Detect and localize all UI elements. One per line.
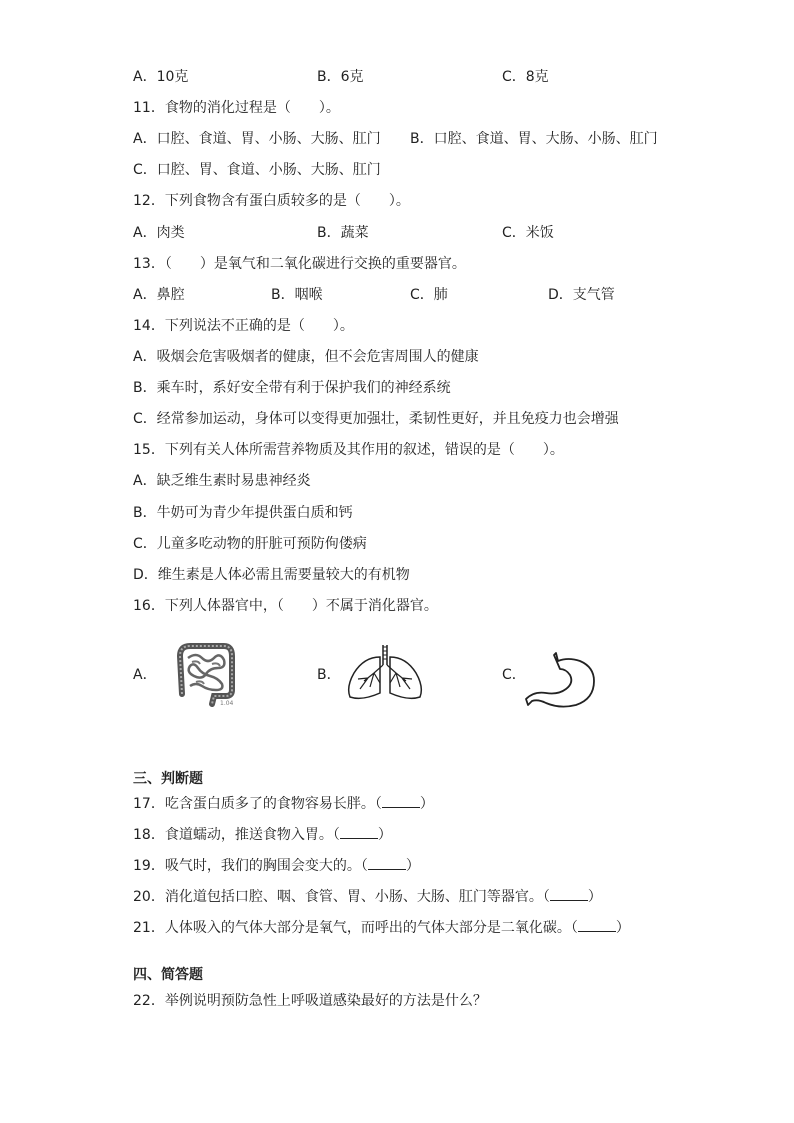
lungs-icon: [344, 643, 426, 701]
q12-option-c: C．米饭: [502, 225, 554, 241]
q15-option-c: C．儿童多吃动物的肝脏可预防佝偻病: [133, 536, 367, 552]
q10-option-c: C．8克: [502, 69, 549, 85]
answer-blank[interactable]: [382, 795, 420, 808]
q13-option-b: B．咽喉: [271, 287, 323, 303]
q16-option-b: B．: [317, 667, 341, 683]
answer-blank[interactable]: [368, 857, 406, 870]
paren-close: ）: [405, 858, 420, 874]
judge-item-20-text: 20．消化道包括口腔、咽、食管、胃、小肠、大肠、肛门等器官。: [133, 889, 543, 905]
section3-title: 三、判断题: [133, 771, 203, 787]
q15-stem: 15．下列有关人体所需营养物质及其作用的叙述，错误的是（ ）。: [133, 442, 564, 458]
answer-blank[interactable]: [550, 888, 588, 901]
judge-item-20: [133, 888, 602, 906]
judge-item-18-text: 18．食道蠕动，推送食物入胃。: [133, 827, 333, 843]
q16-stem: 16．下列人体器官中，（ ）不属于消化器官。: [133, 598, 438, 614]
q15-option-a: A．缺乏维生素时易患神经炎: [133, 473, 311, 489]
intestine-figure: [168, 638, 240, 710]
q15-option-d: D．维生素是人体必需且需要量较大的有机物: [133, 567, 410, 583]
judge-item-19-text: 19．吸气时，我们的胸围会变大的。: [133, 858, 361, 874]
judge-item-19: [133, 857, 420, 875]
paren-open: （: [570, 920, 578, 936]
judge-item-17-text: 17．吃含蛋白质多了的食物容易长胖。: [133, 796, 375, 812]
q11-option-a: A．口腔、食道、胃、小肠、大肠、肛门: [133, 131, 381, 147]
judge-item-21: [133, 919, 630, 937]
q12-option-b: B．蔬菜: [317, 225, 369, 241]
q16-option-a: A．: [133, 667, 157, 683]
q13-option-d: D．支气管: [548, 287, 615, 303]
stomach-figure: [524, 651, 600, 711]
q13-stem: 13．（ ）是氧气和二氧化碳进行交换的重要器官。: [133, 256, 466, 272]
paren-open: （: [332, 827, 340, 843]
q12-stem: 12．下列食物含有蛋白质较多的是（ ）。: [133, 193, 410, 209]
q14-option-a: A．吸烟会危害吸烟者的健康，但不会危害周围人的健康: [133, 349, 479, 365]
q13-option-a: A．鼻腔: [133, 287, 185, 303]
judge-item-18: [133, 826, 392, 844]
stomach-icon: [524, 651, 600, 711]
q13-option-c: C．肺: [410, 287, 448, 303]
paren-close: ）: [615, 920, 630, 936]
section4-title: 四、简答题: [133, 967, 203, 983]
paren-open: （: [360, 858, 368, 874]
paren-open: （: [542, 889, 550, 905]
paren-close: ）: [419, 796, 434, 812]
judge-item-17: [133, 795, 434, 813]
q15-option-b: B．牛奶可为青少年提供蛋白质和钙: [133, 505, 353, 521]
answer-blank[interactable]: [578, 919, 616, 932]
judge-item-21-text: 21．人体吸入的气体大部分是氧气，而呼出的气体大部分是二氧化碳。: [133, 920, 571, 936]
short-answer-item-22: 22．举例说明预防急性上呼吸道感染最好的方法是什么？: [133, 993, 487, 1009]
image-label: 1.04: [220, 700, 234, 707]
q14-option-c: C．经常参加运动，身体可以变得更加强壮，柔韧性更好，并且免疫力也会增强: [133, 411, 619, 427]
lungs-figure: [344, 643, 426, 701]
q10-option-a: A．10克: [133, 69, 189, 85]
q11-option-b: B．口腔、食道、胃、大肠、小肠、肛门: [410, 131, 658, 147]
paren-close: ）: [377, 827, 392, 843]
q11-option-c: C．口腔、胃、食道、小肠、大肠、肛门: [133, 162, 381, 178]
q14-stem: 14．下列说法不正确的是（ ）。: [133, 318, 354, 334]
answer-blank[interactable]: [340, 826, 378, 839]
q12-option-a: A．肉类: [133, 225, 185, 241]
paren-close: ）: [587, 889, 602, 905]
q16-option-c: C．: [502, 667, 526, 683]
q11-stem: 11．食物的消化过程是（ ）。: [133, 100, 340, 116]
q10-option-b: B．6克: [317, 69, 364, 85]
q14-option-b: B．乘车时，系好安全带有利于保护我们的神经系统: [133, 380, 451, 396]
paren-open: （: [374, 796, 382, 812]
